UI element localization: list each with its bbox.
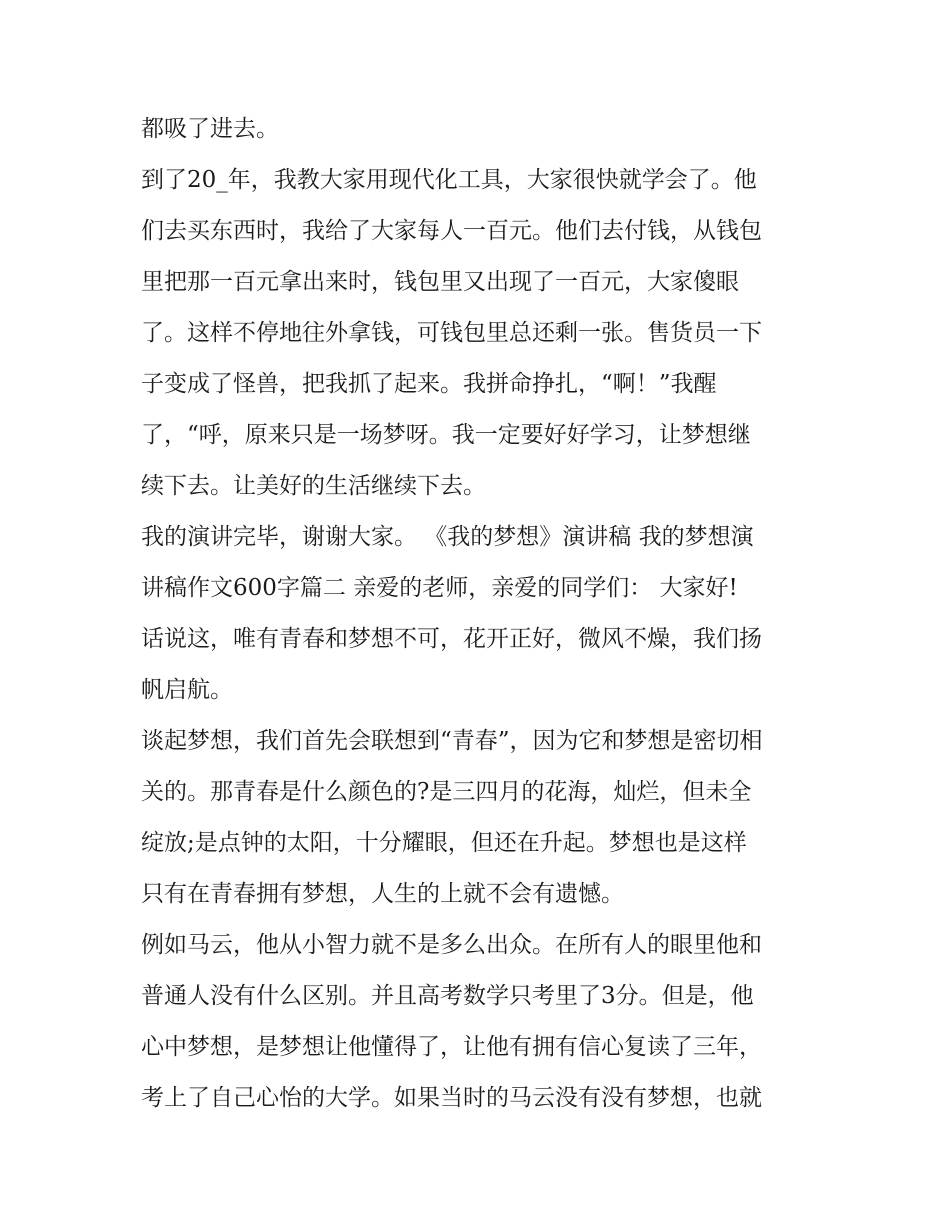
text-line: 了。这样不停地往外拿钱，可钱包里总还剩一张。售货员一下 <box>141 320 762 346</box>
text-line: 谈起梦想，我们首先会联想到“青春”，因为它和梦想是密切相 <box>141 728 763 754</box>
text-line: 帆启航。 <box>141 677 233 703</box>
text-line: 绽放;是点钟的太阳，十分耀眼，但还在升起。梦想也是这样 <box>141 830 747 856</box>
text-line: 普通人没有什么区别。并且高考数学只考里了3分。但是，他 <box>141 983 754 1009</box>
text-line: 考上了自己心怡的大学。如果当时的马云没有没有梦想，也就 <box>141 1085 762 1111</box>
text-line: 心中梦想，是梦想让他懂得了，让他有拥有信心复读了三年， <box>141 1034 762 1060</box>
text-line: 例如马云，他从小智力就不是多么出众。在所有人的眼里他和 <box>141 932 762 958</box>
text-line: 关的。那青春是什么颜色的?是三四月的花海，灿烂，但未全 <box>141 779 752 805</box>
text-line: 续下去。让美好的生活继续下去。 <box>141 473 486 499</box>
text-line: 们去买东西时，我给了大家每人一百元。他们去付钱，从钱包 <box>141 218 762 244</box>
text-line: 子变成了怪兽，把我抓了起来。我拼命挣扎，“啊！”我醒 <box>141 371 717 397</box>
text-line: 我的演讲完毕，谢谢大家。 《我的梦想》演讲稿 我的梦想演 <box>141 524 754 550</box>
text-line: 话说这，唯有青春和梦想不可，花开正好，微风不燥，我们扬 <box>141 626 762 652</box>
text-line: 到了20_年，我教大家用现代化工具，大家很快就学会了。他 <box>141 167 757 193</box>
text-line: 只有在青春拥有梦想，人生的上就不会有遗憾。 <box>141 881 624 907</box>
text-line: 讲稿作文600字篇二 亲爱的老师，亲爱的同学们： 大家好! <box>141 575 738 601</box>
text-line: 都吸了进去。 <box>141 116 279 142</box>
text-line: 了，“呼，原来只是一场梦呀。我一定要好好学习，让梦想继 <box>141 422 751 448</box>
text-line: 里把那一百元拿出来时，钱包里又出现了一百元，大家傻眼 <box>141 269 739 295</box>
